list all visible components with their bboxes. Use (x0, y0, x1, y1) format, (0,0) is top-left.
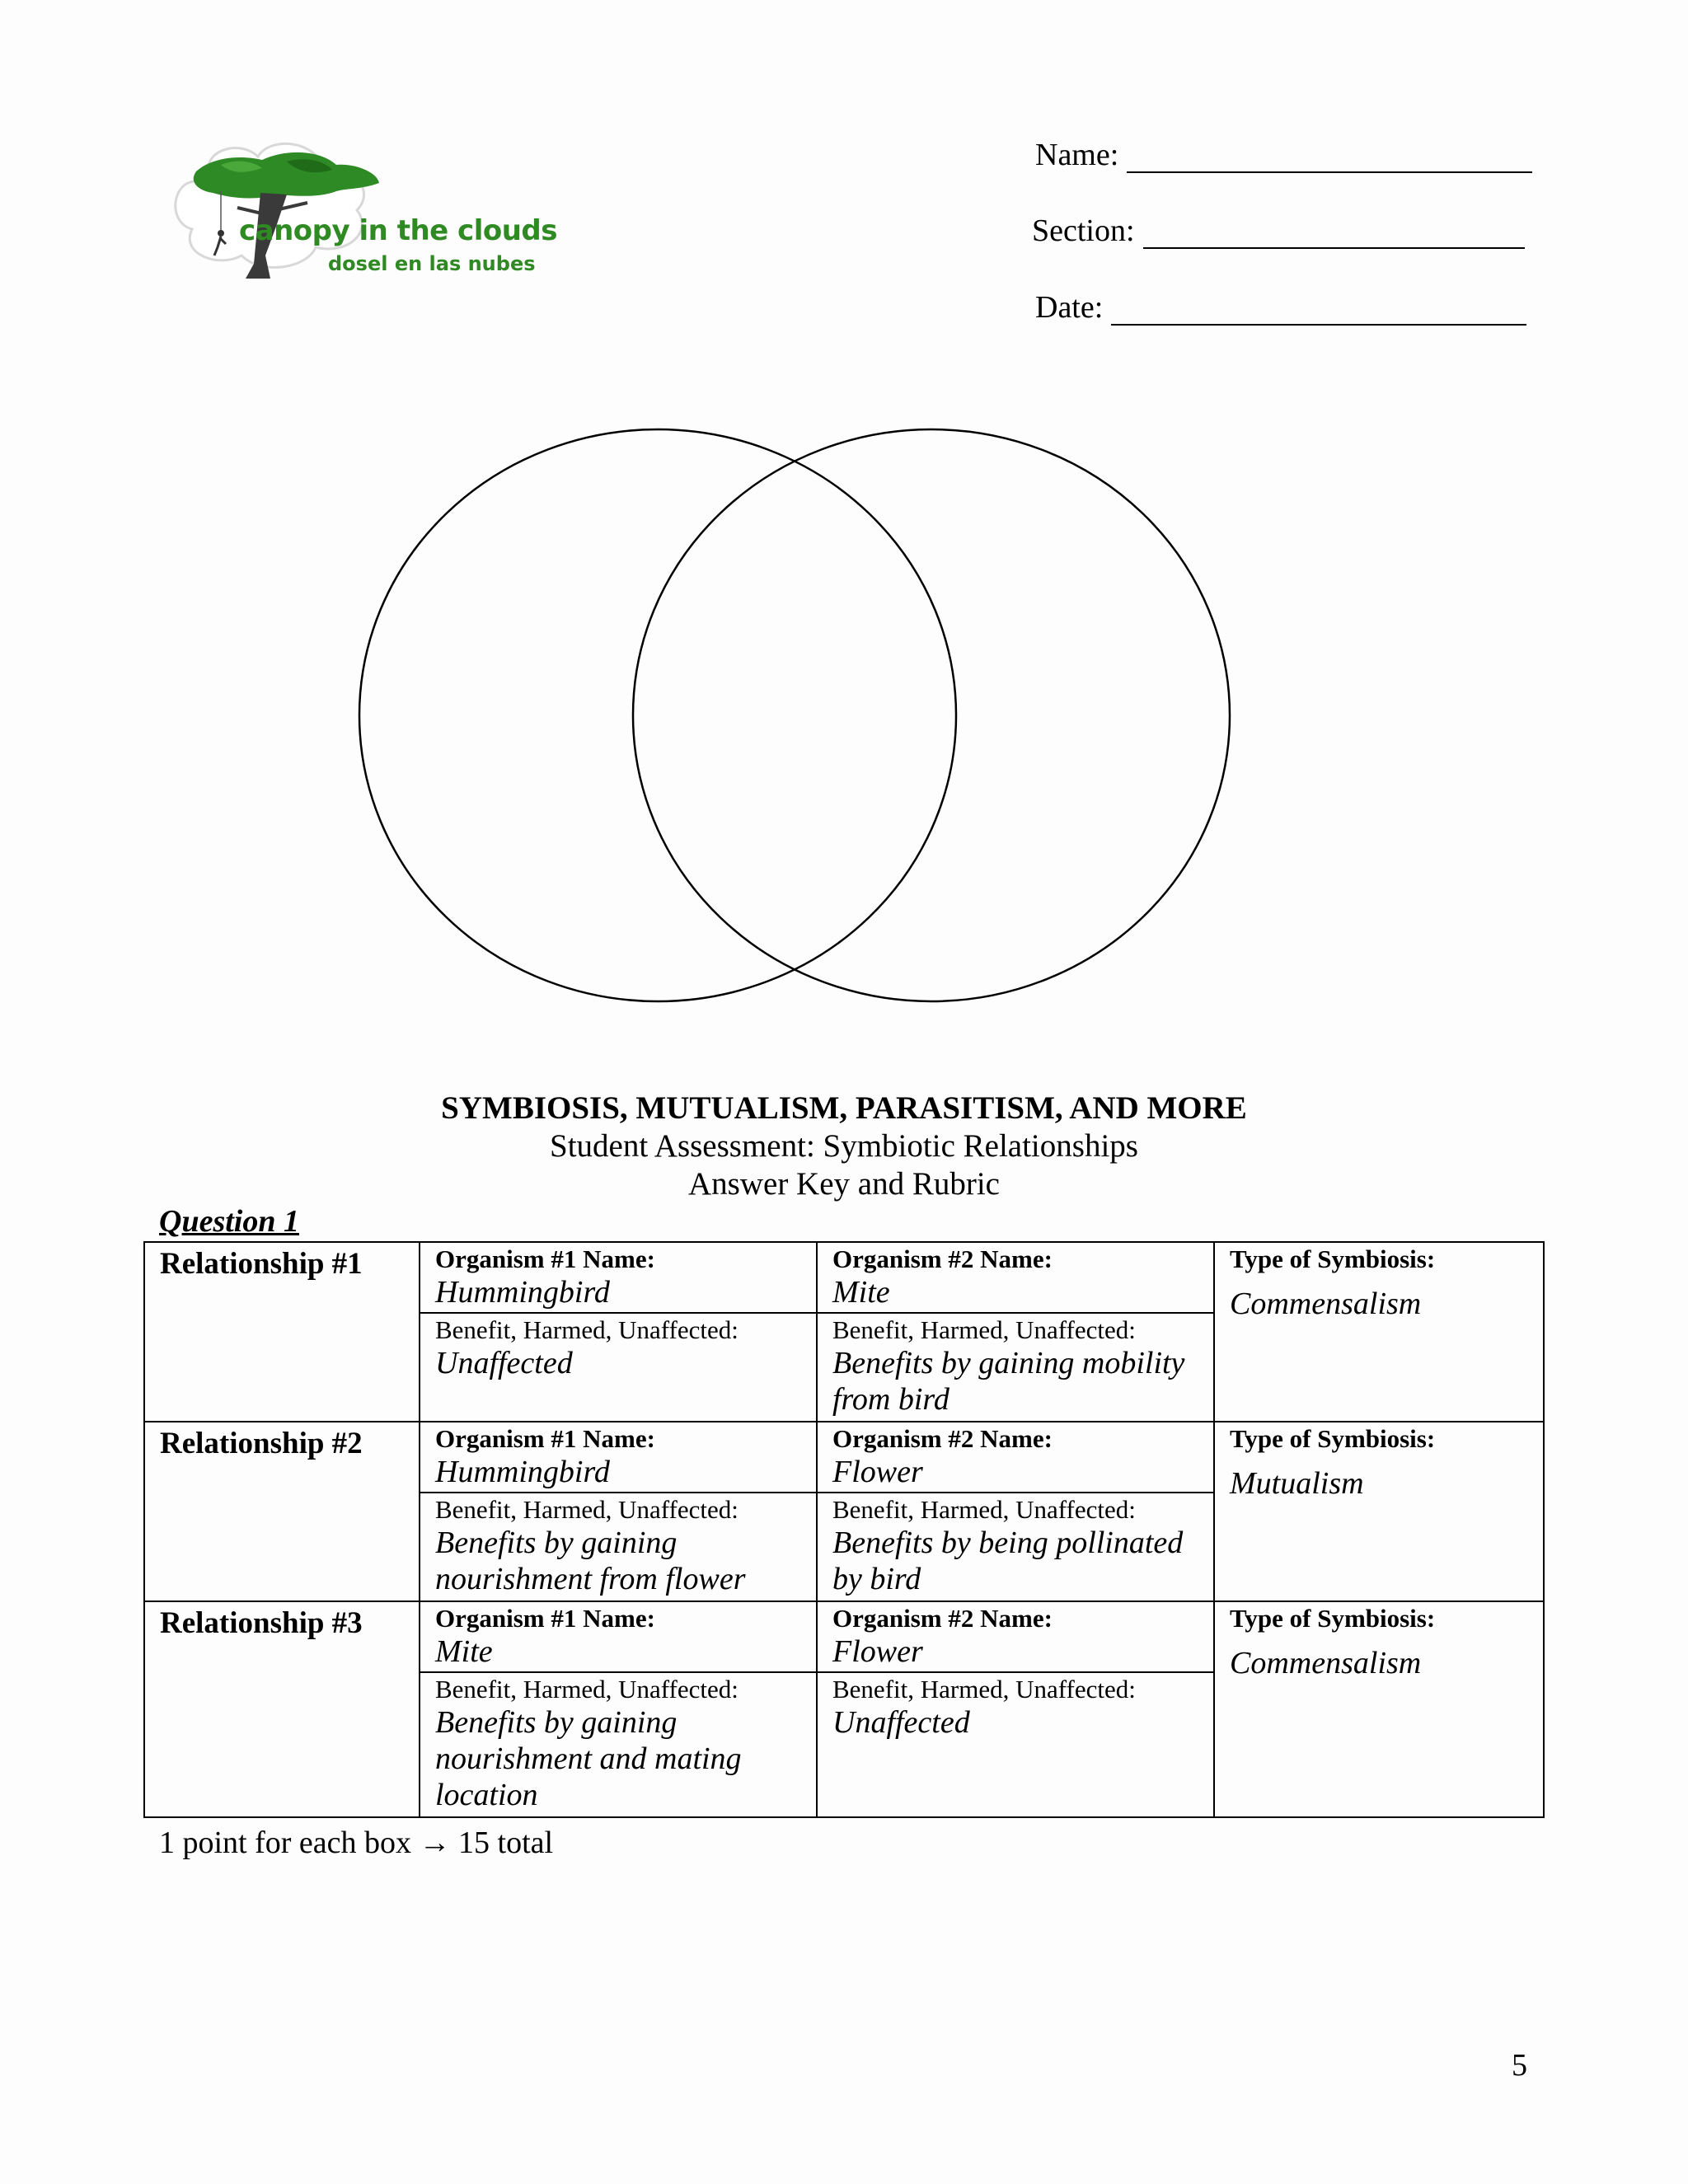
org2-name-cell: Organism #2 Name: Mite (817, 1242, 1214, 1313)
type-cell: Type of Symbiosis: Commensalism (1214, 1242, 1544, 1422)
org1-name-cell: Organism #1 Name: Hummingbird (420, 1242, 817, 1313)
name-line[interactable] (1127, 143, 1532, 173)
section-label: Section: (1032, 213, 1135, 248)
name-field[interactable] (1035, 137, 1532, 173)
canopy-logo (163, 132, 557, 297)
section-field[interactable] (1032, 213, 1525, 249)
org2-effect-cell: Benefit, Harmed, Unaffected: Unaffected (817, 1672, 1214, 1817)
page-title: SYMBIOSIS, MUTUALISM, PARASITISM, AND MORE (441, 1090, 1247, 1126)
table-row (144, 1422, 1544, 1493)
date-line[interactable] (1111, 296, 1526, 326)
name-label: Name: (1035, 138, 1119, 172)
org2-name-cell: Organism #2 Name: Flower (817, 1601, 1214, 1672)
org1-effect-cell: Benefit, Harmed, Unaffected: Benefits by gaining nourishment from flower (420, 1493, 817, 1601)
logo-title: canopy in the clouds (239, 214, 557, 247)
venn-diagram (354, 424, 1236, 1005)
org1-effect-cell: Benefit, Harmed, Unaffected: Benefits by gaining nourishment and mating location (420, 1672, 817, 1817)
org2-effect-cell: Benefit, Harmed, Unaffected: Benefits by gaining mobility from bird (817, 1313, 1214, 1422)
org1-name-cell: Organism #1 Name: Hummingbird (420, 1422, 817, 1493)
date-field[interactable] (1035, 289, 1526, 326)
page-subtitle-2: Answer Key and Rubric (688, 1166, 1000, 1202)
relationships-table (143, 1241, 1545, 1818)
table-row (144, 1601, 1544, 1672)
org1-effect-cell: Benefit, Harmed, Unaffected: Unaffected (420, 1313, 817, 1422)
relationship-1-label: Relationship #1 (144, 1242, 420, 1422)
question-label: Question 1 (159, 1204, 299, 1239)
org2-effect-cell: Benefit, Harmed, Unaffected: Benefits by being pollinated by bird (817, 1493, 1214, 1601)
relationship-2-label: Relationship #2 (144, 1422, 420, 1601)
type-cell: Type of Symbiosis: Commensalism (1214, 1601, 1544, 1817)
page-number: 5 (1512, 2048, 1527, 2083)
venn-circle-left (359, 429, 956, 1001)
venn-circle-right (633, 429, 1230, 1001)
logo-subtitle: dosel en las nubes (328, 252, 536, 275)
date-label: Date: (1035, 290, 1104, 325)
type-cell: Type of Symbiosis: Mutualism (1214, 1422, 1544, 1601)
section-line[interactable] (1143, 219, 1525, 249)
org1-name-cell: Organism #1 Name: Mite (420, 1601, 817, 1672)
table-row (144, 1242, 1544, 1313)
relationship-3-label: Relationship #3 (144, 1601, 420, 1817)
org2-name-cell: Organism #2 Name: Flower (817, 1422, 1214, 1493)
page-subtitle: Student Assessment: Symbiotic Relationships (550, 1128, 1138, 1164)
scoring-note: 1 point for each box → 15 total (159, 1825, 554, 1860)
